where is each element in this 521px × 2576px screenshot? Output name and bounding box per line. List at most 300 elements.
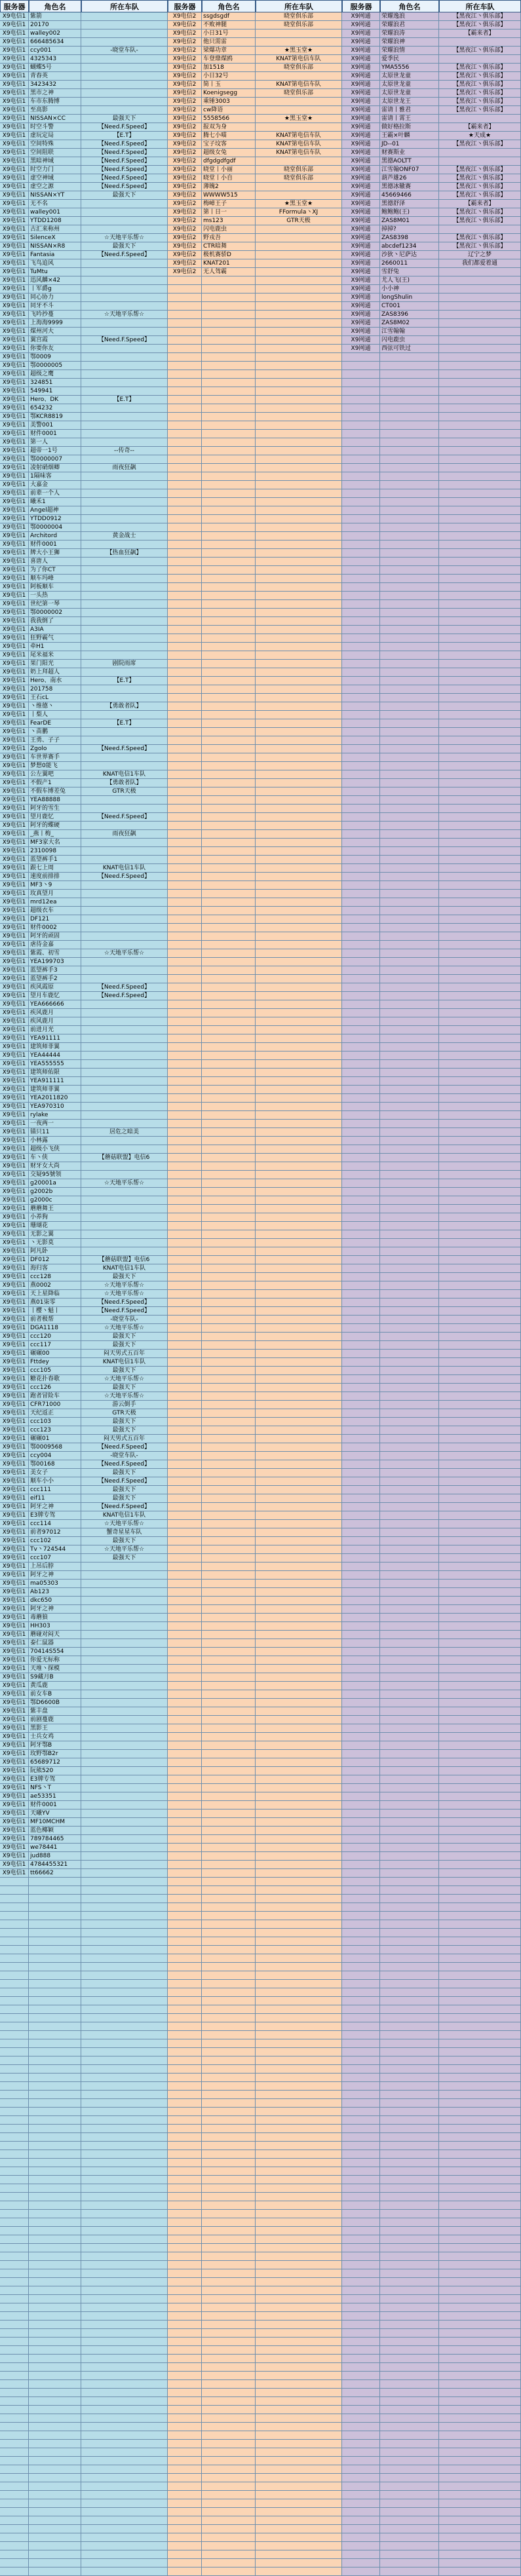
team-cell	[81, 932, 168, 941]
role-name-cell	[202, 1656, 256, 1665]
server-cell: X9电信1	[0, 1069, 29, 1077]
server-cell: X9电信1	[0, 29, 29, 38]
role-name-cell	[380, 2303, 439, 2312]
server-cell	[168, 1537, 202, 1545]
team-cell	[439, 115, 521, 123]
role-name-cell	[202, 2508, 256, 2516]
server-cell	[168, 1281, 202, 1290]
server-cell	[342, 1503, 380, 1511]
team-cell	[439, 2218, 521, 2227]
role-name-cell	[202, 864, 256, 873]
role-name-cell	[380, 1571, 439, 1580]
server-cell	[168, 609, 202, 617]
team-cell	[439, 907, 521, 915]
server-cell: X9电信1	[0, 1477, 29, 1486]
server-cell: X9电信1	[0, 1077, 29, 1086]
server-cell	[342, 2363, 380, 2372]
role-name-cell	[380, 1290, 439, 1298]
role-name-cell	[380, 2397, 439, 2406]
team-cell	[439, 1827, 521, 1835]
role-name-cell	[380, 2312, 439, 2320]
team-cell	[81, 1954, 168, 1963]
role-name-cell	[202, 2414, 256, 2423]
role-name-cell: Zgolo	[29, 745, 81, 753]
role-name-cell	[380, 1588, 439, 1597]
role-name-cell	[380, 489, 439, 498]
server-cell	[342, 1486, 380, 1494]
role-name-cell	[202, 1784, 256, 1792]
team-cell	[256, 387, 342, 396]
server-cell: X9电信1	[0, 464, 29, 472]
server-cell	[168, 2329, 202, 2338]
team-cell	[439, 1094, 521, 1103]
team-cell	[81, 430, 168, 438]
role-name-cell	[380, 1818, 439, 1827]
role-name-cell: 前女车B	[29, 1690, 81, 1699]
team-cell	[81, 1162, 168, 1171]
server-cell: X9电信1	[0, 668, 29, 677]
server-cell: X9电信1	[0, 805, 29, 813]
team-cell	[81, 2474, 168, 2482]
server-cell	[342, 2184, 380, 2193]
team-cell	[256, 1707, 342, 1716]
role-name-cell: 鄂D6600B	[29, 1699, 81, 1707]
server-cell: X9电信1	[0, 617, 29, 626]
role-name-cell: rylake	[29, 1111, 81, 1120]
role-name-cell: 黑德冰辙赛	[380, 183, 439, 191]
server-cell	[168, 2533, 202, 2542]
role-name-cell	[29, 1963, 81, 1971]
team-cell	[81, 1043, 168, 1051]
role-name-cell: 玫真望月	[29, 890, 81, 898]
server-cell: X9网通	[342, 208, 380, 217]
team-cell	[439, 2039, 521, 2048]
team-cell	[256, 873, 342, 881]
role-name-cell: 鄂0000002	[29, 609, 81, 617]
team-cell	[81, 328, 168, 336]
team-cell	[256, 268, 342, 276]
server-cell	[168, 1520, 202, 1528]
server-cell	[168, 2039, 202, 2048]
team-cell: 最强天下	[81, 1367, 168, 1375]
server-cell	[0, 1937, 29, 1946]
server-cell: X9电信1	[0, 753, 29, 762]
server-cell	[342, 2491, 380, 2499]
role-name-cell	[202, 1903, 256, 1912]
role-name-cell	[202, 2074, 256, 2082]
role-name-cell	[380, 847, 439, 856]
role-name-cell	[202, 1452, 256, 1460]
server-cell	[168, 1639, 202, 1648]
role-name-cell: YMA5556	[380, 64, 439, 72]
role-name-cell: 阮熊520	[29, 1767, 81, 1775]
team-cell	[256, 719, 342, 728]
team-cell	[256, 2448, 342, 2457]
server-cell	[342, 1707, 380, 1716]
team-cell	[81, 2099, 168, 2108]
team-cell	[81, 2218, 168, 2227]
role-name-cell	[29, 1895, 81, 1903]
server-cell	[168, 1937, 202, 1946]
role-name-cell	[202, 1469, 256, 1477]
server-cell	[342, 592, 380, 600]
role-name-cell: 上吊后脖	[29, 1563, 81, 1571]
role-name-cell	[29, 2465, 81, 2474]
team-cell	[439, 1724, 521, 1733]
team-cell	[439, 770, 521, 779]
team-cell	[439, 2099, 521, 2108]
team-cell	[439, 1469, 521, 1477]
server-cell: X9电信1	[0, 660, 29, 668]
role-name-cell	[202, 966, 256, 975]
server-cell: X9电信1	[0, 992, 29, 1000]
server-cell	[168, 1784, 202, 1792]
role-name-cell	[202, 1605, 256, 1614]
team-cell: 晓堂俱乐部	[256, 174, 342, 183]
server-cell: X9电信1	[0, 1307, 29, 1316]
role-name-cell	[380, 498, 439, 506]
server-cell	[168, 1844, 202, 1852]
role-name-cell: ccc123	[29, 1426, 81, 1435]
role-name-cell: Koenigsegg	[202, 89, 256, 98]
server-cell	[168, 617, 202, 626]
role-name-cell	[380, 643, 439, 651]
team-cell	[256, 890, 342, 898]
team-cell	[81, 762, 168, 770]
team-cell	[256, 558, 342, 566]
server-cell: X9电信1	[0, 1290, 29, 1298]
team-cell	[439, 736, 521, 745]
role-name-cell	[380, 2508, 439, 2516]
role-name-cell: 超级衣车	[29, 907, 81, 915]
server-cell: X9电信1	[0, 1060, 29, 1069]
role-name-cell	[29, 1980, 81, 1988]
server-cell	[0, 2567, 29, 2576]
server-cell	[342, 1460, 380, 1469]
role-name-cell	[202, 1690, 256, 1699]
team-cell	[439, 1256, 521, 1264]
role-name-cell	[202, 1213, 256, 1222]
team-cell	[256, 2474, 342, 2482]
team-cell	[439, 1341, 521, 1350]
server-cell: X9电信1	[0, 259, 29, 268]
team-cell	[256, 421, 342, 430]
team-cell	[439, 1384, 521, 1392]
team-cell	[81, 2142, 168, 2150]
team-cell	[256, 1000, 342, 1009]
server-cell	[0, 2559, 29, 2567]
team-cell: 晓堂俱乐部	[256, 166, 342, 174]
server-cell: X9电信1	[0, 881, 29, 890]
team-cell	[256, 2039, 342, 2048]
role-name-cell	[202, 1409, 256, 1418]
server-cell: X9电信1	[0, 1580, 29, 1588]
role-name-cell	[380, 1614, 439, 1622]
role-name-cell: 时空斗警	[29, 123, 81, 132]
server-cell	[168, 2082, 202, 2091]
server-cell	[168, 779, 202, 787]
team-cell: 【黑夜江丶俱乐部】	[439, 208, 521, 217]
server-cell: X9电信1	[0, 1707, 29, 1716]
role-name-cell	[380, 770, 439, 779]
team-cell	[439, 1460, 521, 1469]
team-cell	[81, 1571, 168, 1580]
server-cell	[342, 1597, 380, 1605]
team-cell	[256, 234, 342, 242]
server-cell	[168, 1503, 202, 1511]
role-name-cell	[202, 549, 256, 558]
team-cell	[439, 1707, 521, 1716]
team-cell	[81, 302, 168, 311]
server-cell	[168, 1188, 202, 1196]
server-cell	[168, 2508, 202, 2516]
server-cell: X9电信1	[0, 251, 29, 259]
server-cell	[0, 2533, 29, 2542]
team-cell	[81, 1239, 168, 1247]
server-cell	[342, 2355, 380, 2363]
server-cell	[0, 2184, 29, 2193]
team-cell	[81, 413, 168, 421]
role-name-cell: 2310098	[29, 847, 81, 856]
team-cell	[81, 2286, 168, 2295]
server-cell: X9电信2	[168, 225, 202, 234]
server-cell	[342, 1128, 380, 1137]
team-cell: 【蘑菇联盟】电信6	[81, 1154, 168, 1162]
server-cell	[342, 2133, 380, 2142]
team-cell	[256, 106, 342, 115]
role-name-cell	[380, 1929, 439, 1937]
server-cell	[342, 481, 380, 489]
server-cell	[168, 1171, 202, 1179]
role-name-cell	[380, 1341, 439, 1350]
team-cell	[256, 251, 342, 259]
team-cell	[81, 805, 168, 813]
role-name-cell	[380, 796, 439, 805]
role-name-cell: NISSAN×YT	[29, 191, 81, 200]
role-name-cell: walley001	[29, 208, 81, 217]
team-cell	[81, 2167, 168, 2176]
server-cell	[342, 2261, 380, 2269]
role-name-cell	[202, 294, 256, 302]
server-cell	[0, 2074, 29, 2082]
server-cell	[168, 558, 202, 566]
role-name-cell	[380, 898, 439, 907]
server-cell	[342, 387, 380, 396]
role-name-cell	[380, 2286, 439, 2295]
server-cell	[168, 1017, 202, 1026]
team-cell	[81, 1690, 168, 1699]
role-name-cell	[29, 2091, 81, 2099]
team-cell	[256, 1963, 342, 1971]
team-cell	[81, 1929, 168, 1937]
server-cell	[342, 2414, 380, 2423]
team-cell	[256, 2406, 342, 2414]
server-cell	[342, 2056, 380, 2065]
team-cell	[256, 941, 342, 949]
team-cell: ☆天地平乐帮☆	[81, 234, 168, 242]
role-name-cell: 晓堂丨小自	[202, 174, 256, 183]
role-name-cell	[380, 1281, 439, 1290]
role-name-cell	[202, 1350, 256, 1358]
server-cell	[168, 890, 202, 898]
team-cell	[81, 268, 168, 276]
role-name-cell	[202, 2295, 256, 2303]
role-name-cell: 丨樱丶魁丨	[29, 1307, 81, 1316]
team-cell	[81, 2567, 168, 2576]
server-cell	[342, 600, 380, 609]
team-cell	[256, 1350, 342, 1358]
role-name-cell: 小小神	[380, 285, 439, 294]
role-name-cell: 翼宫霞	[29, 336, 81, 345]
server-cell: X9电信1	[0, 1000, 29, 1009]
team-cell	[439, 1494, 521, 1503]
role-name-cell	[202, 1997, 256, 2005]
role-name-cell	[202, 770, 256, 779]
server-cell	[0, 1920, 29, 1929]
role-name-cell	[29, 2235, 81, 2244]
role-name-cell: 无不名	[29, 200, 81, 208]
server-cell	[168, 728, 202, 736]
team-cell	[81, 2363, 168, 2372]
role-name-cell	[202, 2142, 256, 2150]
server-cell	[342, 2244, 380, 2252]
team-cell	[256, 1494, 342, 1503]
team-cell	[256, 319, 342, 328]
role-name-cell	[380, 617, 439, 626]
team-cell	[439, 1222, 521, 1230]
team-cell	[439, 1844, 521, 1852]
team-cell	[439, 651, 521, 660]
server-cell	[168, 2457, 202, 2465]
server-cell: X9网通	[342, 234, 380, 242]
role-name-cell: 奶上拜超人	[29, 668, 81, 677]
team-cell	[81, 1809, 168, 1818]
server-cell	[342, 2550, 380, 2559]
team-cell	[81, 600, 168, 609]
role-name-cell	[380, 2108, 439, 2116]
server-cell	[168, 1656, 202, 1665]
team-cell	[439, 856, 521, 864]
team-cell	[81, 319, 168, 328]
server-cell	[168, 813, 202, 822]
role-name-cell	[202, 1988, 256, 1997]
role-name-cell: 小日31号	[202, 29, 256, 38]
team-cell	[81, 1903, 168, 1912]
server-cell	[168, 421, 202, 430]
server-cell	[168, 540, 202, 549]
server-cell	[168, 311, 202, 319]
team-cell	[256, 1597, 342, 1605]
role-name-cell	[380, 1154, 439, 1162]
team-cell: 【黑夜江丶俱乐部】	[439, 81, 521, 89]
server-cell	[342, 873, 380, 881]
role-name-cell	[380, 413, 439, 421]
role-name-cell	[380, 2193, 439, 2201]
team-cell	[81, 2414, 168, 2423]
team-cell	[439, 2482, 521, 2491]
team-cell	[439, 1699, 521, 1707]
role-name-cell	[202, 2338, 256, 2346]
team-cell	[81, 847, 168, 856]
role-name-cell	[380, 1554, 439, 1563]
role-name-cell: 鄂0000004	[29, 523, 81, 532]
team-cell	[81, 1844, 168, 1852]
team-cell	[439, 1929, 521, 1937]
server-cell: X9电信1	[0, 217, 29, 225]
server-cell: X9电信1	[0, 694, 29, 702]
server-cell	[168, 1111, 202, 1120]
role-name-cell	[380, 1273, 439, 1281]
team-cell	[439, 1614, 521, 1622]
role-name-cell	[380, 2176, 439, 2184]
team-cell	[256, 830, 342, 839]
team-cell	[81, 2235, 168, 2244]
role-name-cell	[380, 1631, 439, 1639]
server-cell	[0, 2167, 29, 2176]
team-cell	[256, 1571, 342, 1580]
server-cell	[342, 1375, 380, 1384]
role-name-cell	[202, 1171, 256, 1179]
role-name-cell: 雪舒兔	[380, 268, 439, 276]
role-name-cell	[202, 2440, 256, 2448]
role-name-cell	[202, 609, 256, 617]
server-cell: X9电信1	[0, 1009, 29, 1017]
team-cell	[256, 2312, 342, 2320]
server-cell: X9网通	[342, 311, 380, 319]
server-cell: X9电信1	[0, 1426, 29, 1435]
team-cell	[439, 370, 521, 379]
server-cell	[168, 1971, 202, 1980]
team-cell	[256, 1895, 342, 1903]
role-name-cell: 晓堂丨小丽	[202, 166, 256, 174]
role-name-cell	[29, 2338, 81, 2346]
role-name-cell	[380, 1179, 439, 1188]
team-cell	[81, 2014, 168, 2022]
team-cell	[256, 1094, 342, 1103]
team-cell	[439, 787, 521, 796]
team-cell	[81, 915, 168, 924]
role-name-cell	[202, 830, 256, 839]
server-cell: X9电信1	[0, 1801, 29, 1809]
role-name-cell	[202, 2278, 256, 2286]
server-cell	[342, 643, 380, 651]
team-cell	[256, 1026, 342, 1034]
role-name-cell	[202, 1750, 256, 1758]
role-name-cell	[380, 1801, 439, 1809]
role-name-cell	[202, 387, 256, 396]
role-name-cell	[202, 1384, 256, 1392]
role-name-cell	[202, 1792, 256, 1801]
team-cell	[439, 2329, 521, 2338]
team-cell	[439, 643, 521, 651]
team-cell	[439, 2499, 521, 2508]
role-name-cell	[29, 2499, 81, 2508]
team-cell	[256, 1605, 342, 1614]
server-cell	[168, 1034, 202, 1043]
server-cell: X9电信1	[0, 1239, 29, 1247]
team-cell	[439, 2278, 521, 2286]
server-cell: X9电信1	[0, 1401, 29, 1409]
team-cell	[439, 1009, 521, 1017]
team-cell	[439, 1878, 521, 1886]
server-cell	[342, 2389, 380, 2397]
header-team: 所在车队	[81, 0, 168, 12]
team-cell	[439, 2414, 521, 2423]
team-cell	[81, 1699, 168, 1707]
server-cell	[168, 941, 202, 949]
server-cell	[342, 1639, 380, 1648]
team-cell	[439, 2389, 521, 2397]
